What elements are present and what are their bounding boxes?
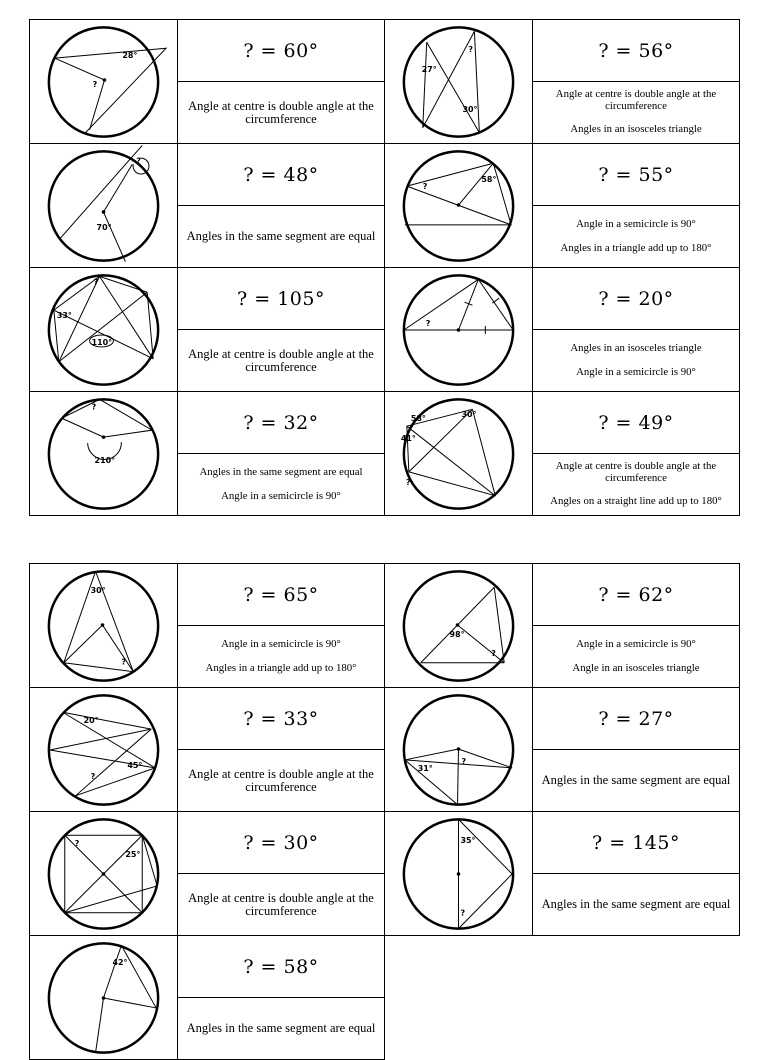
- reason-text: [178, 454, 384, 515]
- answer-card: [178, 268, 385, 392]
- reason-line: Angle at centre is double angle at the circumference: [188, 98, 374, 126]
- angle-label: 42°: [112, 957, 128, 967]
- reason-text: [178, 206, 384, 267]
- answer-card: [533, 268, 740, 392]
- angle-label: 27°: [421, 64, 437, 74]
- circle-diagram: [385, 564, 533, 688]
- answer-card: [533, 392, 740, 516]
- answer-card: [533, 144, 740, 268]
- answer-value: ? = 145°: [533, 812, 739, 874]
- circle-diagram: [30, 144, 178, 268]
- reason-text: [533, 750, 739, 811]
- angle-label: ?: [460, 908, 466, 918]
- reason-text: [178, 330, 384, 391]
- angle-label: 30°: [462, 104, 478, 114]
- answer-card: [533, 688, 740, 812]
- answer-value: ? = 32°: [178, 392, 384, 454]
- circle-diagram: [30, 20, 178, 144]
- circle-diagram: [385, 268, 533, 392]
- angle-label: ?: [92, 79, 98, 89]
- answer-value: ? = 105°: [178, 268, 384, 330]
- reason-line: Angles on a straight line add up to 180°: [550, 495, 722, 508]
- answer-value: ? = 49°: [533, 392, 739, 454]
- angle-label: 25°: [125, 849, 141, 859]
- reason-text: [533, 82, 739, 143]
- angle-label: ?: [90, 771, 96, 781]
- reason-line: Angles in the same segment are equal: [541, 773, 731, 787]
- answer-card: [533, 20, 740, 144]
- angle-label: ?: [91, 401, 97, 411]
- angle-label: ?: [422, 181, 428, 191]
- angle-label: 28°: [122, 50, 138, 60]
- empty-space: [385, 936, 740, 1060]
- reason-text: [533, 874, 739, 935]
- reason-line: Angles in the same segment are equal: [186, 229, 376, 243]
- circle-diagram: [385, 20, 533, 144]
- card-row: [30, 812, 740, 936]
- answer-value: ? = 58°: [178, 936, 384, 998]
- reason-text: [533, 626, 739, 687]
- angle-label: 31°: [417, 763, 433, 773]
- reason-text: [178, 874, 384, 935]
- card-row: [30, 564, 740, 688]
- reason-line: Angles in an isosceles triangle: [570, 123, 702, 136]
- reason-text: [178, 998, 384, 1059]
- circle-diagram: [385, 688, 533, 812]
- answer-value: ? = 65°: [178, 564, 384, 626]
- circle-diagram: [385, 144, 533, 268]
- angle-label: 20°: [83, 715, 99, 725]
- angle-label: ?: [468, 44, 474, 54]
- angle-label: 41°: [400, 433, 416, 443]
- reason-text: [178, 626, 384, 687]
- answer-card: [178, 144, 385, 268]
- reason-text: [178, 82, 384, 143]
- angle-label: 45°: [127, 760, 143, 770]
- reason-line: Angle in an isosceles triangle: [572, 661, 700, 674]
- answer-card: [178, 392, 385, 516]
- reason-line: Angles in a triangle add up to 180°: [560, 241, 712, 254]
- answer-value: ? = 30°: [178, 812, 384, 874]
- answer-card: [178, 564, 385, 688]
- answer-value: ? = 48°: [178, 144, 384, 206]
- answer-card: [178, 812, 385, 936]
- reason-line: Angles in a triangle add up to 180°: [205, 661, 357, 674]
- reason-line: Angle in a semicircle is 90°: [221, 638, 341, 650]
- reason-line: Angles in the same segment are equal: [186, 1021, 376, 1035]
- reason-line: Angle in a semicircle is 90°: [221, 489, 341, 502]
- angle-label: 58°: [410, 413, 426, 423]
- angle-label: ?: [425, 318, 431, 328]
- answer-value: ? = 56°: [533, 20, 739, 82]
- reason-text: [178, 750, 384, 811]
- reason-text: [533, 330, 739, 391]
- angle-label: ?: [93, 276, 99, 286]
- answer-value: ? = 55°: [533, 144, 739, 206]
- answer-value: ? = 20°: [533, 268, 739, 330]
- answer-card: [533, 812, 740, 936]
- answer-value: ? = 33°: [178, 688, 384, 750]
- card-row: [30, 20, 740, 144]
- answer-value: ? = 27°: [533, 688, 739, 750]
- angle-label: 210°: [94, 455, 116, 465]
- card-row: [30, 268, 740, 392]
- circle-diagram: [385, 392, 533, 516]
- circle-diagram: [30, 268, 178, 392]
- reason-text: [533, 454, 739, 515]
- reason-line: Angles in the same segment are equal: [199, 466, 363, 478]
- circle-diagram: [385, 812, 533, 936]
- card-sheet-2: [29, 563, 740, 1060]
- answer-card: [178, 20, 385, 144]
- reason-line: Angles in the same segment are equal: [541, 897, 731, 911]
- reason-line: Angle at centre is double angle at the circumference: [188, 890, 374, 918]
- card-row: [30, 688, 740, 812]
- angle-label: ?: [136, 155, 141, 165]
- angle-label: 33°: [56, 310, 72, 320]
- angle-label: ?: [74, 838, 80, 848]
- reason-line: Angle in a semicircle is 90°: [576, 638, 696, 650]
- angle-label: 30°: [90, 585, 106, 595]
- reason-line: Angle at centre is double angle at the circumference: [188, 766, 374, 794]
- circle-diagram: [30, 564, 178, 688]
- circle-diagram: [30, 688, 178, 812]
- card-row: [30, 392, 740, 516]
- circle-diagram: [30, 392, 178, 516]
- angle-label: 30°: [461, 409, 477, 419]
- circle-diagram: [30, 936, 178, 1060]
- reason-line: Angle in a semicircle is 90°: [576, 365, 696, 378]
- angle-label: ?: [405, 477, 411, 487]
- card-row: [30, 936, 740, 1060]
- card-row: [30, 144, 740, 268]
- angle-label: 110°: [91, 337, 113, 347]
- angle-label: 70°: [96, 222, 112, 232]
- angle-label: 98°: [449, 629, 465, 639]
- answer-card: [533, 564, 740, 688]
- reason-line: Angle in a semicircle is 90°: [576, 218, 696, 230]
- angle-label: 58°: [481, 174, 497, 184]
- angle-label: 35°: [460, 835, 476, 845]
- answer-card: [178, 936, 385, 1060]
- reason-line: Angle at centre is double angle at the circumference: [555, 88, 717, 112]
- card-sheet-1: [29, 19, 740, 516]
- angle-label: ?: [461, 756, 467, 766]
- angle-label: ?: [121, 657, 126, 667]
- circle-diagram: [30, 812, 178, 936]
- reason-line: Angles in an isosceles triangle: [570, 342, 702, 354]
- reason-line: Angle at centre is double angle at the circumference: [188, 346, 374, 374]
- answer-value: ? = 62°: [533, 564, 739, 626]
- reason-text: [533, 206, 739, 267]
- reason-line: Angle at centre is double angle at the circumference: [555, 460, 717, 484]
- answer-card: [178, 688, 385, 812]
- answer-value: ? = 60°: [178, 20, 384, 82]
- angle-label: ?: [491, 648, 496, 658]
